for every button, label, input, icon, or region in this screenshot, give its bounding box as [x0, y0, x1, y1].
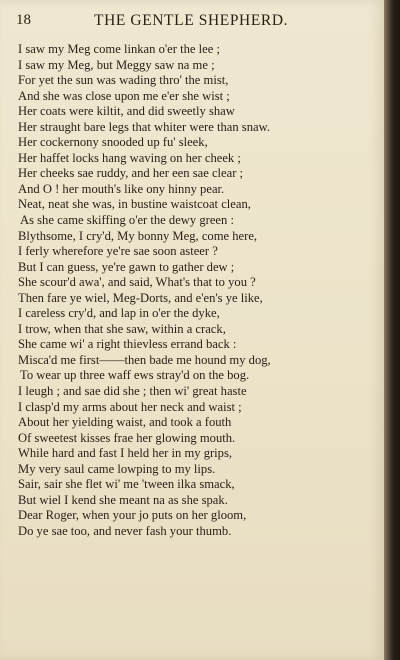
poem-line: I careless cry'd, and lap in o'er the dyke, — [18, 306, 220, 321]
poem-line: Blythsome, I cry'd, My bonny Meg, come here, — [18, 228, 258, 243]
poem-line: I leugh ; and sae did she ; then wi' great haste — [18, 384, 247, 399]
poem-line: Neat, neat she was, in bustine waistcoat clean, — [18, 197, 251, 212]
poem-line: For yet the sun was wading thro' the mist, — [18, 73, 229, 88]
poem-line: Dear Roger, when your jo puts on her gloom, — [18, 508, 247, 523]
poem-line: And O ! her mouth's like ony hinny pear. — [18, 181, 225, 196]
page-header — [16, 10, 366, 32]
poem-line: As she came skiffing o'er the dewy green : — [20, 213, 234, 228]
poem-line: About her yielding waist, and took a fouth — [18, 415, 232, 430]
poem-line: But wiel I kend she meant na as she spak. — [18, 492, 228, 507]
poem-line: I saw my Meg, but Meggy saw na me ; — [18, 57, 215, 72]
poem-line: She came wi' a right thievless errand back : — [18, 337, 237, 352]
poem-text — [18, 42, 362, 540]
poem-line: My very saul came lowping to my lips. — [18, 461, 216, 476]
poem-line: But I can guess, ye're gawn to gather dew ; — [18, 259, 235, 274]
poem-line: I clasp'd my arms about her neck and waist ; — [18, 399, 242, 414]
book-gutter — [384, 0, 400, 660]
poem-line: Misca'd me first——then bade me hound my dog, — [18, 352, 271, 367]
poem-line: Her cockernony snooded up fu' sleek, — [18, 135, 208, 150]
page-number: 18 — [16, 12, 31, 28]
poem-line: Her straught bare legs that whiter were than snaw. — [18, 119, 271, 134]
poem-line: To wear up three waff ews stray'd on the bog. — [20, 368, 250, 383]
poem-line: Of sweetest kisses frae her glowing mouth. — [18, 430, 236, 445]
poem-line: I saw my Meg come linkan o'er the lee ; — [18, 42, 220, 56]
poem-line: I trow, when that she saw, within a crack, — [18, 321, 226, 336]
poem-line: And she was close upon me e'er she wist ; — [18, 88, 230, 103]
poem-line: I ferly wherefore ye're sae soon asteer ? — [18, 244, 218, 259]
poem-line: She scour'd awa', and said, What's that to you ? — [18, 275, 256, 290]
poem-line: Her cheeks sae ruddy, and her een sae clear ; — [18, 166, 244, 181]
poem-line: Her haffet locks hang waving on her cheek ; — [18, 150, 241, 165]
poem-line: Then fare ye wiel, Meg-Dorts, and e'en's ye like, — [18, 290, 263, 305]
poem-line: Do ye sae too, and never fash your thumb. — [18, 523, 232, 538]
poem-line: While hard and fast I held her in my grips, — [18, 446, 233, 461]
poem-line: Her coats were kiltit, and did sweetly shaw — [18, 104, 235, 119]
poem-line: Sair, sair she flet wi' me 'tween ilka smack, — [18, 477, 235, 492]
running-title: THE GENTLE SHEPHERD. — [94, 12, 289, 29]
